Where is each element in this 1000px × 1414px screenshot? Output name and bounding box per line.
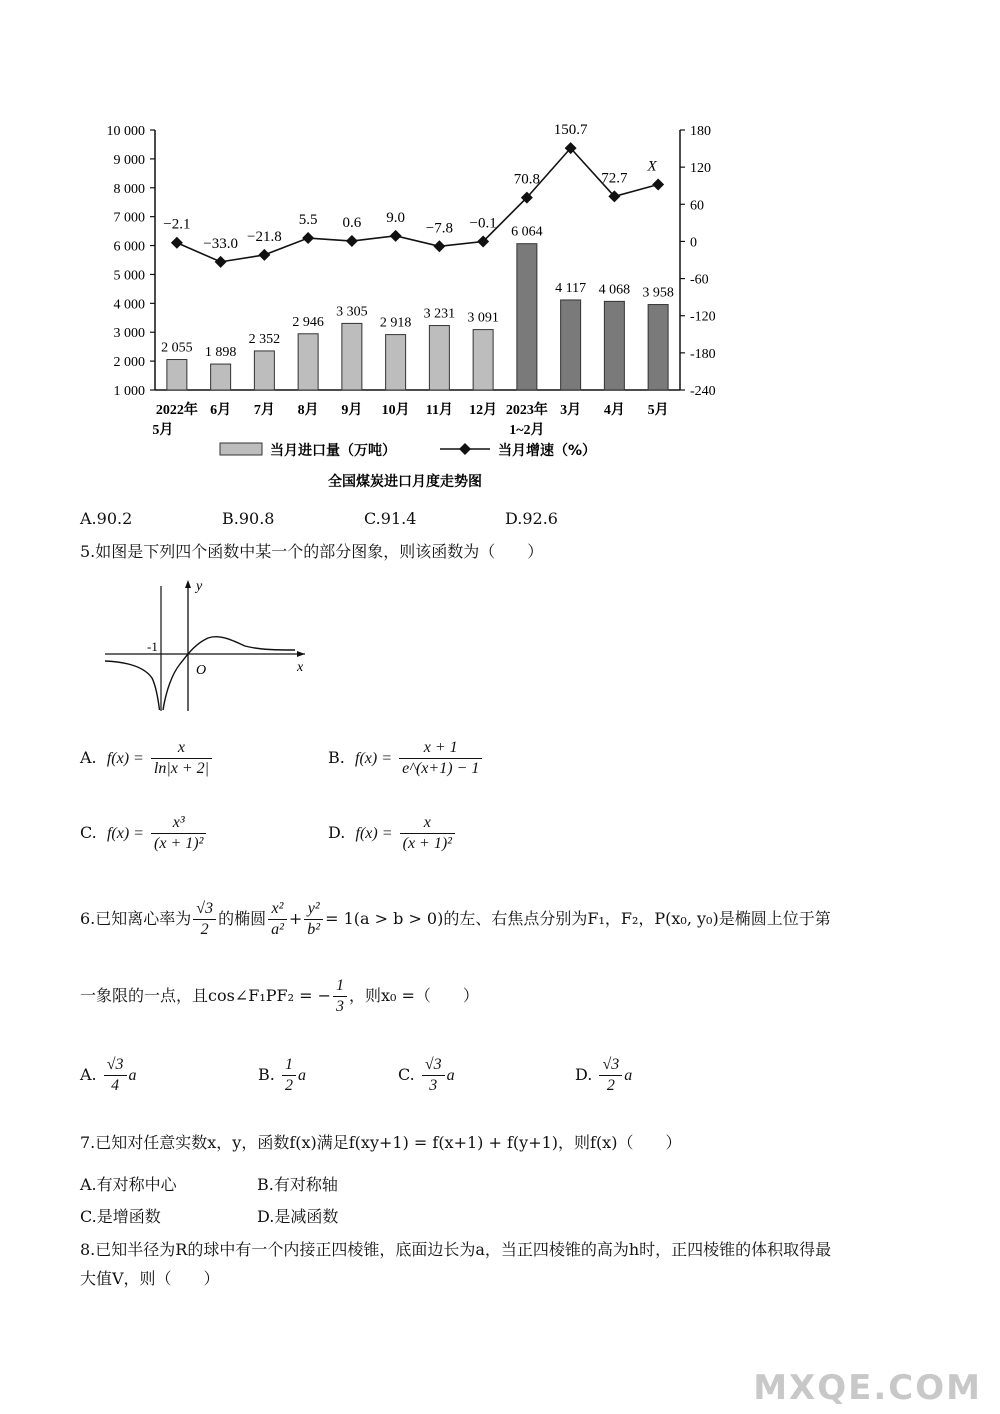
growth-value-label: −2.1	[163, 216, 191, 233]
category-label: 4月	[603, 403, 625, 418]
right-tick-label: -60	[690, 272, 709, 288]
growth-value-label: −33.0	[203, 235, 238, 252]
growth-value-label: 0.6	[342, 215, 362, 232]
left-tick-label: 1 000	[113, 384, 145, 399]
right-tick-label: 0	[690, 235, 697, 251]
growth-point	[302, 232, 314, 244]
q8-line2: 大值V，则（ ）	[80, 1269, 220, 1288]
category-label: 7月	[253, 403, 275, 418]
bar-value-label: 2 055	[161, 340, 193, 356]
bar-value-label: 4 117	[555, 280, 587, 296]
q7-option-d: D.是减函数	[257, 1207, 339, 1226]
growth-value-label: −0.1	[469, 215, 497, 232]
category-label: 10月	[381, 403, 410, 418]
bar	[517, 244, 537, 390]
growth-point	[258, 249, 270, 261]
bar-value-label: 2 918	[379, 315, 412, 331]
bar	[254, 351, 274, 390]
legend-line-marker	[459, 443, 471, 455]
bar	[561, 300, 581, 390]
growth-value-label: 72.7	[601, 170, 628, 187]
bar	[604, 301, 624, 390]
right-tick-label: -240	[690, 384, 716, 399]
bar-value-label: 6 064	[511, 224, 543, 240]
q5-function-graph	[100, 576, 315, 716]
left-tick-label: 2 000	[113, 355, 145, 371]
q4-option-c: C.91.4	[364, 509, 417, 528]
q5-option-a: A. f(x) = $\frac{x}{\ln|x + 2|}$	[80, 738, 214, 779]
bar-value-label: 3 231	[423, 306, 456, 322]
category-label: 5月	[152, 423, 174, 438]
q7-option-c: C.是增函数	[80, 1207, 161, 1226]
left-tick-label: 10 000	[106, 124, 145, 139]
q7-option-a: A.有对称中心	[80, 1175, 177, 1194]
q6-line1: 6.已知离心率为 $\frac{√3}{2}$ 的椭圆 $\frac{\text{x²}}{\text{a²}}$ + $\frac{\text{y²}}{\text{b²}}$ = 1(a > b > 0)的左、右焦点分别为F₁，F₂，P(x₀, y₀)是椭圆上位于第	[80, 900, 831, 938]
category-label: 5月	[647, 403, 669, 418]
bar-value-label: 3 091	[467, 310, 499, 326]
category-label: 3月	[560, 403, 582, 418]
q5-option-c: C. f(x) = $\frac{\text{x³}}{\text{(x + 1)²}}$	[80, 813, 208, 854]
bar	[429, 326, 449, 390]
q6-option-c: C. $\frac{√3}{3}$ a	[398, 1056, 455, 1094]
bar-value-label: 3 305	[336, 304, 368, 320]
category-label: 2023年	[505, 403, 548, 418]
growth-point	[652, 178, 664, 190]
q5-option-d: D. f(x) = $\frac{x}{\text{(x + 1)²}}$	[328, 813, 457, 854]
category-label: 6月	[210, 403, 232, 418]
growth-value-label: 70.8	[513, 171, 540, 188]
growth-point	[215, 256, 227, 268]
legend-bar-label: 当月进口量（万吨）	[270, 443, 396, 459]
bar	[648, 305, 668, 390]
category-label: 11月	[425, 403, 453, 418]
q5-option-b: B. f(x) = $\frac{x + 1}{e\^{}(x+1) - 1}$	[328, 738, 484, 779]
chart-title: 全国煤炭进口月度走势图	[328, 474, 482, 490]
category-label: 8月	[297, 403, 319, 418]
left-tick-label: 3 000	[113, 326, 145, 342]
bar-value-label: 2 352	[248, 331, 281, 347]
q5-stem: 5.如图是下列四个函数中某一个的部分图象，则该函数为（ ）	[80, 542, 544, 561]
q6-option-b: B. $\frac{1}{2}$ a	[258, 1056, 306, 1094]
bar	[298, 334, 318, 390]
growth-value-label: X	[647, 158, 657, 175]
growth-point	[390, 230, 402, 242]
bar	[386, 335, 406, 390]
q7-stem: 7.已知对任意实数x，y，函数f(x)满足f(xy+1) = f(x+1) + f(y+1)，则f(x)（ ）	[80, 1133, 682, 1152]
legend-bar-swatch	[220, 443, 262, 455]
growth-point	[346, 235, 358, 247]
growth-value-label: 150.7	[553, 122, 588, 139]
watermark: MXQE.COM	[753, 1368, 982, 1408]
right-tick-label: 60	[690, 198, 704, 214]
right-tick-label: -120	[690, 309, 716, 325]
bar-value-label: 4 068	[598, 282, 631, 298]
q4-option-d: D.92.6	[505, 509, 558, 528]
bar	[342, 323, 362, 390]
neg-one-label: -1	[147, 639, 158, 654]
growth-value-label: −7.8	[425, 220, 453, 237]
right-tick-label: -180	[690, 346, 716, 362]
bar-value-label: 1 898	[204, 345, 237, 361]
bar	[167, 360, 187, 390]
x-axis-label: x	[297, 660, 304, 675]
category-label: 12月	[469, 403, 498, 418]
left-tick-label: 4 000	[113, 297, 145, 313]
q4-option-a: A.90.2	[80, 509, 133, 528]
y-axis-label: y	[196, 579, 203, 594]
category-label: 1~2月	[509, 423, 545, 438]
left-tick-label: 6 000	[113, 239, 145, 255]
left-tick-label: 7 000	[113, 210, 145, 226]
growth-point	[171, 237, 183, 249]
q4-option-b: B.90.8	[222, 509, 275, 528]
q7-option-b: B.有对称轴	[257, 1175, 338, 1194]
category-label: 9月	[341, 403, 363, 418]
bar-value-label: 2 946	[292, 314, 324, 330]
growth-point	[433, 240, 445, 252]
q8-line1: 8.已知半径为R的球中有一个内接正四棱锥，底面边长为a，当正四棱锥的高为h时，正四棱锥的体积取得最	[80, 1240, 832, 1259]
right-tick-label: 180	[690, 124, 711, 139]
legend-line-label: 当月增速（%）	[498, 443, 597, 459]
left-tick-label: 5 000	[113, 268, 145, 284]
q6-option-d: D. $\frac{√3}{2}$ a	[575, 1056, 633, 1094]
growth-value-label: 9.0	[386, 209, 405, 226]
growth-value-label: 5.5	[298, 212, 318, 229]
left-tick-label: 9 000	[113, 152, 145, 168]
growth-value-label: −21.8	[247, 228, 282, 245]
coal-import-chart	[70, 108, 750, 503]
q6-line2: 一象限的一点，且cos∠F₁PF₂ = − $\frac{1}{3}$ ，则x₀ =（ ）	[80, 977, 479, 1015]
origin-label: O	[196, 663, 207, 678]
bar	[473, 330, 493, 390]
bar-value-label: 3 958	[642, 285, 674, 301]
right-tick-label: 120	[690, 161, 711, 177]
bar	[211, 364, 231, 390]
left-tick-label: 8 000	[113, 181, 145, 197]
category-label: 2022年	[155, 403, 198, 418]
q6-option-a: A. $\frac{√3}{4}$ a	[80, 1056, 137, 1094]
